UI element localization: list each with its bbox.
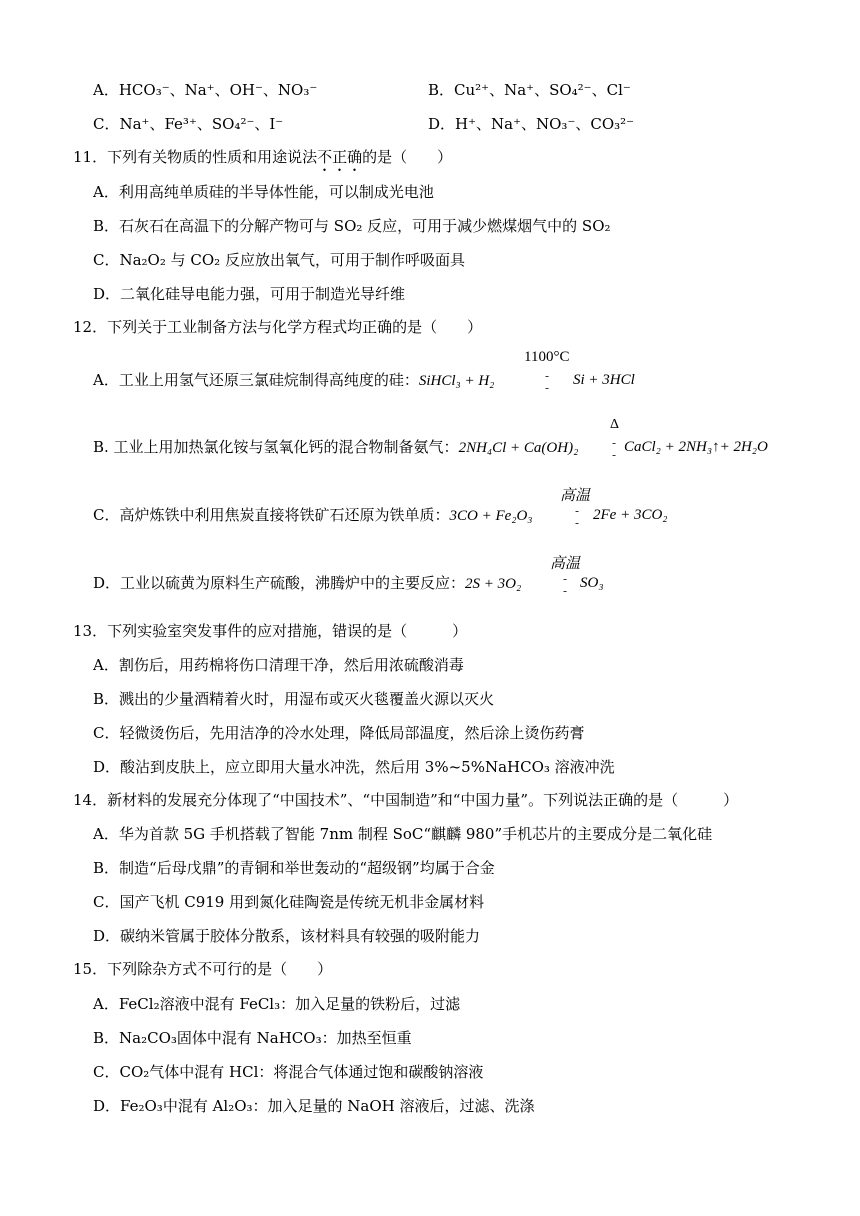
q14-option-b: B．制造“后母戊鼎”的青铜和举世轰动的“超级钢”均属于合金 — [93, 859, 495, 877]
q12-c-text: C．高炉炼铁中利用焦炭直接将铁矿石还原为铁单质： — [93, 506, 450, 524]
q12-b-lhs: 2NH₄Cl + Ca(OH)₂ — [458, 440, 579, 456]
q11-option-a: A．利用高纯单质硅的半导体性能，可以制成光电池 — [93, 183, 434, 201]
q13-option-d: D．酸沾到皮肤上，应立即用大量水冲洗，然后用 3%~5%NaHCO₃ 溶液冲洗 — [93, 758, 615, 776]
q15-option-a: A．FeCl₂溶液中混有 FeCl₃：加入足量的铁粉后，过滤 — [93, 995, 461, 1013]
q11-stem — [73, 147, 452, 175]
q12-b-equals: - - — [612, 436, 617, 462]
q11-option-b: B．石灰石在高温下的分解产物可与 SO₂ 反应，可用于减少燃煤烟气中的 SO₂ — [93, 217, 611, 235]
q12-d-equals: - - — [563, 572, 568, 598]
q12-d-lhs: 2S + 3O₂ — [465, 576, 522, 592]
q15-stem: 15．下列除杂方式不可行的是（ ） — [73, 960, 333, 978]
q12-option-a — [93, 370, 494, 391]
q14-option-c: C．国产飞机 C919 用到氮化硅陶瓷是传统无机非金属材料 — [93, 893, 485, 911]
prev-option-c: C．Na⁺、Fe³⁺、SO₄²⁻、I⁻ — [93, 115, 284, 133]
q12-c-rhs: 2Fe + 3CO₂ — [593, 507, 668, 523]
q11-stem-after: 的是（ ） — [362, 148, 453, 166]
q12-option-c — [93, 505, 533, 526]
q14-option-d: D．碳纳米管属于胶体分散系，该材料具有较强的吸附能力 — [93, 927, 481, 945]
q11-stem-before: 11．下列有关物质的性质和用途说法 — [73, 148, 318, 166]
q15-option-c: C．CO₂气体中混有 HCl：将混合气体通过饱和碳酸钠溶液 — [93, 1063, 484, 1081]
q12-a-rhs: Si + 3HCl — [573, 372, 635, 388]
q12-c-equals: - - — [575, 504, 580, 530]
q12-d-rhs: SO₃ — [580, 575, 604, 591]
q13-option-a: A．割伤后，用药棉将伤口清理干净，然后用浓硫酸消毒 — [93, 656, 464, 674]
q12-b-rhs: CaCl₂ + 2NH₃↑+ 2H₂O — [624, 439, 768, 455]
q12-a-condition: 1100°C — [524, 349, 570, 365]
q11-option-c: C．Na₂O₂ 与 CO₂ 反应放出氧气，可用于制作呼吸面具 — [93, 251, 465, 269]
q12-a-equals: - - — [545, 369, 550, 395]
q11-stem-emphasis: 不正确 — [317, 148, 363, 166]
q12-d-text: D．工业以硫黄为原料生产硫酸，沸腾炉中的主要反应： — [93, 574, 466, 592]
q12-b-condition: Δ — [610, 417, 620, 432]
q12-c-condition: 高温 — [560, 488, 591, 504]
q12-option-b — [93, 437, 578, 458]
q12-stem: 12．下列关于工业制备方法与化学方程式均正确的是（ ） — [73, 318, 483, 336]
q11-option-d: D．二氧化硅导电能力强，可用于制造光导纤维 — [93, 285, 406, 303]
q15-option-d: D．Fe₂O₃中混有 Al₂O₃：加入足量的 NaOH 溶液后，过滤、洗涤 — [93, 1097, 535, 1115]
q12-d-condition: 高温 — [550, 556, 581, 572]
q13-option-b: B．溅出的少量酒精着火时，用湿布或灭火毯覆盖火源以灭火 — [93, 690, 495, 708]
q14-stem: 14．新材料的发展充分体现了“中国技术”、“中国制造”和“中国力量”。下列说法正确的是（ ） — [73, 791, 739, 809]
prev-option-d: D．H⁺、Na⁺、NO₃⁻、CO₃²⁻ — [428, 115, 635, 133]
prev-option-b: B．Cu²⁺、Na⁺、SO₄²⁻、Cl⁻ — [428, 81, 631, 99]
q15-option-b: B．Na₂CO₃固体中混有 NaHCO₃：加热至恒重 — [93, 1029, 412, 1047]
q13-option-c: C．轻微烫伤后，先用洁净的冷水处理，降低局部温度，然后涂上烫伤药膏 — [93, 724, 585, 742]
q12-b-text: B. 工业上用加热氯化铵与氢氧化钙的混合物制备氨气： — [93, 438, 459, 456]
q12-a-lhs: SiHCl₃ + H₂ — [418, 373, 495, 389]
q14-option-a: A．华为首款 5G 手机搭载了智能 7nm 制程 SoC“麒麟 980”手机芯片的主要成分是二氧化硅 — [93, 825, 713, 843]
prev-option-a: A．HCO₃⁻、Na⁺、OH⁻、NO₃⁻ — [93, 81, 318, 99]
q12-option-d — [93, 573, 521, 594]
q12-a-text: A．工业上用氢气还原三氯硅烷制得高纯度的硅： — [93, 371, 419, 389]
q13-stem: 13．下列实验室突发事件的应对措施，错误的是（ ） — [73, 622, 468, 640]
q12-c-lhs: 3CO + Fe₂O₃ — [449, 508, 533, 524]
